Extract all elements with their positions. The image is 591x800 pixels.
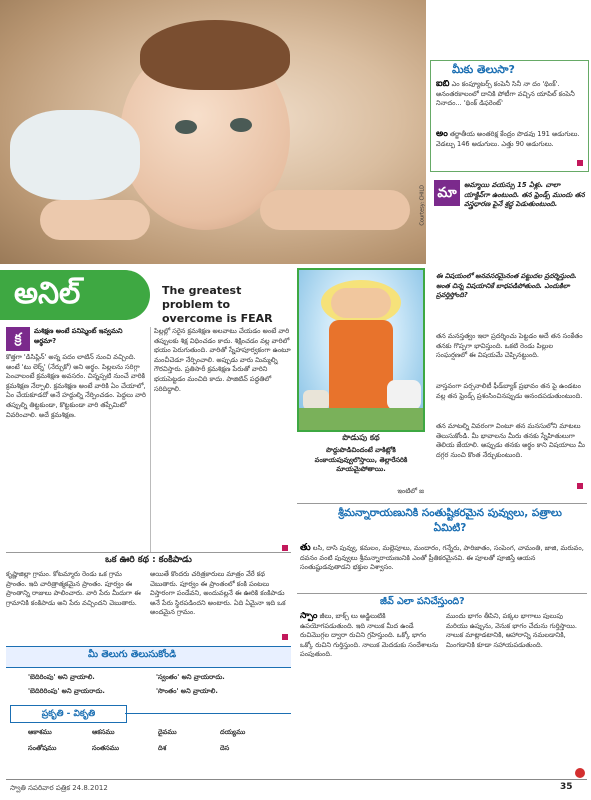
kanki-title: ఒక ఊరి కథ : కంకిపాడు: [105, 555, 192, 565]
fear-heading: మశిక్షణ అంటే పనిష్మెంట్ ఇవ్వమని అర్థమా?: [34, 327, 123, 345]
story-title: పొడుపు కథ: [342, 433, 380, 442]
prakruthi-row2-c: దిశ: [158, 744, 167, 752]
maa-p1: అమ్మాయి వయస్సు 15 ఏళ్లు. చాలా యాక్టివ్‌గా ఉంటుంది. తన ఫ్రెండ్స్ ముందు తన వస్త్రధారణ పైనే శ్రద్ధ పెడుతుంటుంది.: [464, 181, 585, 209]
baby-arm: [260, 190, 410, 230]
know-end-icon: [577, 160, 583, 166]
story-answer: ఇంటిలో జ: [397, 487, 424, 495]
footer-rule: [6, 779, 587, 780]
fear-col2: పిల్లల్లో సరైన క్రమశిక్షణ అలవాటు చేయడం అంటే వారి తప్పులకు శిక్ష విధించడం కాదు. శిక్షించడం వల్ల వారిలో భయం పెరుగుతుంది. వారితో స్నేహపూర్వకంగా ఉంటూ మంచీచెడూ నేర్పించాలి. అప్పుడు వారు మిమ్మల్ని గౌరవిస్తారు. ప్రతిసారీ క్రమశిక్షణ పేరుతో వారిని భయపెట్టడం మంచిది కాదు. పాజిటివ్ పద్ధతిలో సరిదిద్దాలి.: [154, 327, 291, 393]
baby-hair: [140, 20, 290, 90]
prakruthi-row2-b: సంతసము: [92, 744, 119, 752]
deity-robe: [329, 320, 393, 410]
story-text: పొద్దుపొడిచిందంటే వాకిట్లోకి వంకాయపువ్వులొస్తాయి, తెల్లారేసరికి మాయమైపోతాయి.: [314, 446, 408, 474]
prakruthi-row1-d: దయ్యము: [220, 728, 246, 736]
flowers-text: [300, 543, 587, 589]
fear-divider: [150, 327, 151, 552]
maa-p2: ఈ విషయంలో అనవసరమైనంత పట్టుదల ప్రదర్శిస్తుంది. అంత చిన్న విషయానికే బాధపడిపోతుంది. ఎందుకిలా ప్రవర్తిస్తోంది?: [436, 272, 577, 300]
deity-image: [297, 268, 425, 432]
tongue-rule: [297, 593, 587, 594]
meetelugu-r1l: 'బెదిరింపు' అని వ్రాయాలి.: [28, 673, 95, 681]
meetelugu-r2l: 'బెదిరిరింపు' అని వ్రాయరాదు.: [28, 687, 105, 695]
ground: [299, 408, 423, 430]
tongue-col1: [300, 612, 440, 777]
kanki-rule: [6, 552, 291, 553]
maa-end-icon: [577, 483, 583, 489]
fear-col1: కొత్తగా 'డిసిప్లిన్' అన్న పదం లాటిన్ నుంచి వచ్చింది. అంటే 'టు లెర్న్' (నేర్చుకో) అని అర్థం. పిల్లలను సరిగ్గా పెంచాలంటే క్రమశిక్షణ అవసరం. చిన్నప్పటి నుంచే వారికి క్రమశిక్షణ నేర్పాలి. క్రమశిక్షణ అంటే వారికి ఏం చేయాలో, ఏం చేయకూడదో అనే హద్దుల్ని నేర్పించడం. పెద్దలు వారి తప్పుల్ని తిట్టకుండా, కొట్టకుండా వారి తప్పేమిటో వివరించాలి. అదే క్రమశిక్షణ.: [6, 353, 146, 419]
prakruthi-row1-c: దైవము: [158, 728, 177, 736]
masthead-tagline: The greatest problem to overcome is FEAR: [162, 284, 273, 325]
tongue-col1-text: జీలు, బాక్స్ లు అడ్జిలుటికి ఉపయోగపడుతుంది. ఇది నాలుక మీద ఉండే రుచిమొగ్గల ద్వారా రుచిని గ్రహిస్తుంది. ఒక్కో భాగం ఒక్కో రుచిని గుర్తిస్తుంది. నాలుక మెదడుకు సందేశాలను పంపుతుంది.: [300, 612, 439, 659]
know-p2: [436, 130, 584, 168]
deity-faces: [331, 288, 391, 318]
maa-p3: తన మనస్తత్వం ఇలా ప్రదర్శించు పెట్టడం అదే తన సంకేతం తనకు గొప్పగా భావిస్తుంది. ఒకటి రెండు పిల్లుల సంఘర్షణలో ఈ విషయమే చెప్పినట్టుంది.: [436, 332, 583, 360]
photo-credit: Courtesy: CHILD: [420, 185, 426, 226]
meetelugu-r1r: 'స్వంతం' అని వ్రాయరాదు.: [156, 673, 225, 681]
page-number: 35: [560, 782, 573, 792]
know-p2-text: తర్జాతీయ అంతరిక్ష కేంద్రం పొడవు 191 అడుగులు. వెడల్పు 146 అడుగులు. ఎత్తు 90 అడుగులు.: [436, 130, 580, 148]
fear-badge: క్ర: [6, 327, 30, 351]
know-p1-text: ఎం కంప్యూటర్స్ కంపెనీ సినీ నా దం 'థింక్'. అనంతరకాలంలో దానికి పోటీగా వచ్చిన యాపిల్ కంపెనీ నినాదం... 'థింక్ డిఫరెంట్': [436, 80, 575, 108]
baby-feet: [40, 200, 150, 240]
prakruthi-row2-a: సంతోషము: [28, 744, 57, 752]
tongue-end-icon: [575, 768, 585, 778]
kanki-col2: అయితే కొందరు చరిత్రకారులు మాత్రం వేరే కథ చెబుతారు. పూర్వం ఈ ప్రాంతంలో కంకి పంటలు విస్తారంగా పండేవని, అందువల్లనే ఈ ఊరికి కంకిపాడు అనే పేరు స్థిరపడిందని అంటారు. ఏది ఏమైనా ఇది ఒక అందమైన గ్రామం.: [150, 570, 286, 617]
cow: [387, 380, 421, 410]
maa-p5: తన మాటల్ని వివరంగా వింటూ తన మనసులోని మాటలు తెలుసుకోండి. మీ భావాలను మీరు తనకు స్నేహితులుగా తెలియ జేయాలి. అప్పుడు తనకు అర్థం కాని విషయాలు మీ దగ్గర నుంచి కొంత నేర్చుకుంటుంది.: [436, 422, 585, 459]
flowers-body: లసి, దాసి పువ్వు, కమలం, మల్లెపూలు, మందారం, గన్నేరు, పారిజాతం, సంపెంగ, చామంతి, జాజి, మరువం, దవనం వంటి పువ్వులు శ్రీమన్నారాయణునికి ఎంతో ప్రీతికరమైనవి. ఈ పూలతో పూజిస్తే ఆయన సంతుష్టుడవుతాడని భక్తుల విశ్వాసం.: [300, 544, 584, 572]
meetelugu-title: మీ తెలుగు తెలుసుకోండి: [88, 649, 177, 660]
baby-shirt: [10, 110, 140, 200]
tongue-lead: స్పాం: [300, 612, 318, 621]
know-p2-lead: అం: [436, 130, 448, 139]
maa-badge: మా: [434, 180, 460, 206]
baby-eye-right: [230, 118, 252, 132]
kanki-end-icon: [282, 634, 288, 640]
tongue-col2: ముందు భాగం తీపిని, పక్కల భాగాలు పులుపు మరియు ఉప్పును, వెనుక భాగం చేదును గుర్తిస్తాయి. నాలుక మాట్లాడటానికి, ఆహారాన్ని నమలడానికి, మింగడానికి కూడా సహాయపడుతుంది.: [446, 612, 577, 649]
prakruthi-row1-a: ఆకాశము: [28, 728, 52, 736]
know-title: మీకు తెలుసా?: [452, 63, 515, 76]
maa-p4: వాస్తవంగా పర్సనాలిటీ ఫీడ్‌బ్యాక్ ప్రభావం తన పై ఉండటం వల్ల తన ఫ్రెండ్స్ ప్రశంసించినప్పుడు ఆనందపడుతుంటుంది.: [436, 382, 583, 400]
footer-left: స్వాతి సపరివార పత్రిక 24.8.2012: [10, 784, 108, 792]
baby-eye-left: [175, 120, 197, 134]
flowers-lead: తు: [300, 543, 311, 553]
prakruthi-row2-d: దెస: [220, 744, 230, 752]
flowers-title: శ్రీమన్నారాయణునికి సంతుష్టికరమైన పువ్వులు, పత్రాలు ఏమిటి?: [338, 507, 562, 534]
kanki-col1: కృష్ణాజిల్లా గ్రామం. కోటమ్మారు రెండు ఒక గ్రామ ప్రాంతం. ఇది చారిత్రాత్మకమైన ప్రాంతం. పూర్వం ఈ ప్రాంతాన్ని రాజులు పాలించారు. వారి పేరు మీదుగా ఈ గ్రామానికి కంకిపాడు అని పేరు వచ్చిందని చెబుతారు.: [6, 570, 141, 607]
know-p1: [436, 80, 584, 128]
baby-photo: [0, 0, 426, 264]
dog: [303, 390, 329, 410]
masthead-title: అనిల్: [14, 276, 81, 311]
fear-end-icon: [282, 545, 288, 551]
know-p1-lead: ఐబీ: [436, 80, 450, 89]
flowers-rule: [297, 503, 587, 504]
tongue-title: జీవ్ ఎలా పనిచేస్తుంది?: [380, 596, 465, 607]
prakruthi-rule: [125, 713, 291, 714]
meetelugu-r2r: 'సొంతం' అని వ్రాయాలి.: [156, 687, 218, 695]
prakruthi-title: ప్రకృతి - వికృతి: [10, 705, 127, 723]
prakruthi-row1-b: ఆకసము: [92, 728, 115, 736]
